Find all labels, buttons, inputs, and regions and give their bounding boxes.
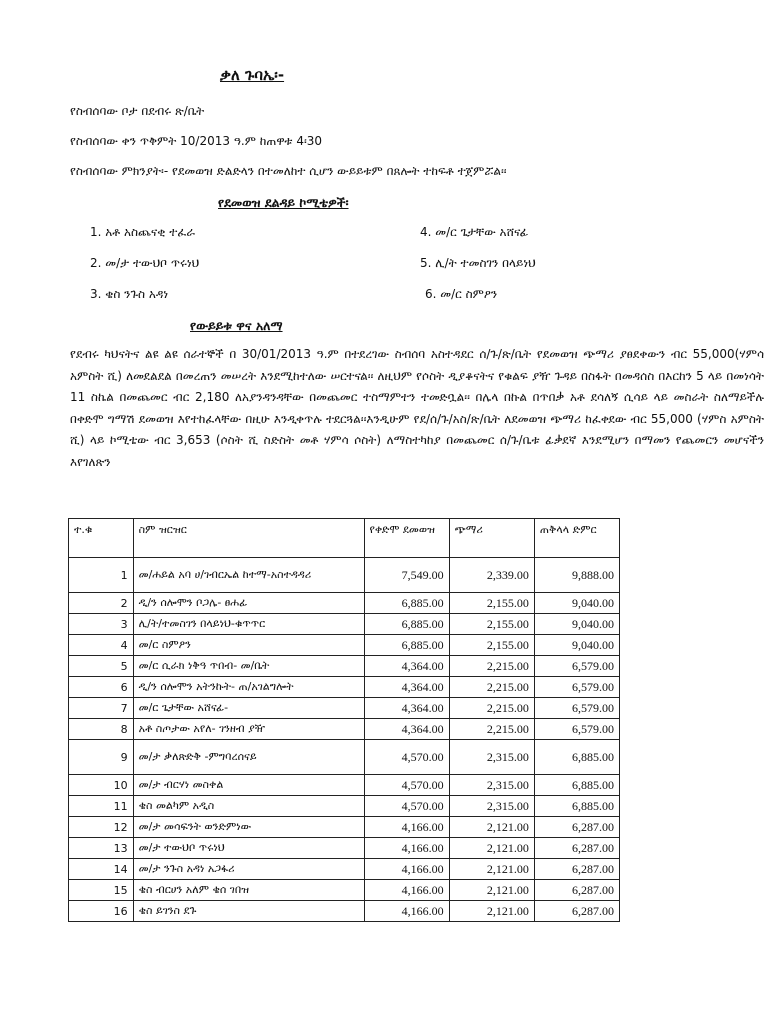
header-raise: ጭማሪ — [449, 519, 534, 558]
table-row — [69, 558, 620, 593]
meeting-purpose: የስብሰባው ምክንያት፡- የደመወዝ ድልድላን በተመለከተ ሲሆን ውይይቱም በጸሎት ተከፍቶ ተጀምሯል፡፡ — [70, 164, 507, 178]
row-name: ሊ/ት/ተመስገን በላይነህ-ቁጥጥር — [133, 614, 364, 635]
row-previous-salary: 4,570.00 — [364, 796, 449, 817]
table-row — [69, 901, 620, 922]
committee-member: 1. አቶ አስጨናቂ ተፈራ — [90, 225, 196, 239]
row-raise: 2,121.00 — [449, 901, 534, 922]
header-name: ስም ዝርዝር — [133, 519, 364, 558]
row-name: ቄስ መልካም አዲስ — [133, 796, 364, 817]
meeting-place: የስብሰባው ቦታ በደብሩ ጽ/ቤት — [70, 104, 205, 118]
row-previous-salary: 4,166.00 — [364, 859, 449, 880]
row-raise: 2,121.00 — [449, 880, 534, 901]
row-previous-salary: 4,364.00 — [364, 698, 449, 719]
row-no: 16 — [69, 901, 134, 922]
row-raise: 2,315.00 — [449, 740, 534, 775]
row-previous-salary: 4,166.00 — [364, 880, 449, 901]
row-no: 6 — [69, 677, 134, 698]
row-raise: 2,155.00 — [449, 593, 534, 614]
table-row — [69, 635, 620, 656]
row-name: መ/ታ ንጉስ አዳነ አጋፋሪ — [133, 859, 364, 880]
table-row — [69, 740, 620, 775]
row-name: መ/ታ ተውህቦ ጥሩነህ — [133, 838, 364, 859]
table-row — [69, 775, 620, 796]
row-raise: 2,215.00 — [449, 698, 534, 719]
row-previous-salary: 6,885.00 — [364, 614, 449, 635]
row-no: 4 — [69, 635, 134, 656]
row-total: 9,888.00 — [534, 558, 619, 593]
row-raise: 2,315.00 — [449, 775, 534, 796]
row-previous-salary: 6,885.00 — [364, 635, 449, 656]
row-no: 12 — [69, 817, 134, 838]
row-total: 6,287.00 — [534, 817, 619, 838]
table-row — [69, 796, 620, 817]
row-no: 14 — [69, 859, 134, 880]
row-no: 13 — [69, 838, 134, 859]
row-no: 8 — [69, 719, 134, 740]
table-row — [69, 838, 620, 859]
discussion-heading: የውይይቱ ዋና አለማ — [190, 318, 283, 333]
row-total: 6,287.00 — [534, 901, 619, 922]
discussion-paragraph: የደብሩ ካህናትና ልዩ ልዩ ሰራተኞች በ 30/01/2013 ዓ.ም በተደረገው ስብሰባ አስተዳደር ሰ/ጉ/ጽ/ቤት የደመወዝ ጭማሪ ያፀደቀውን ብር 55,000(ሃምሳ አምስት ሺ) ለመደልደል በመረጠን መሠረት እንደሚከተለው ሠርተናል፡፡ ለዚህም የሶስት ዲያቆናትና የቁልፍ ያዥ ጉዳይ በስፋት በመዳሰስ በእርከን 5 ላይ በመነሳት 11 ስኬል በመጨመር ብር 2,180 ለአያንዳንዳቸው በመጨመር ተስማምተን ተመድቧል፡፡ በሌላ በኩል በጥበቃ አቶ ደሳለኝ ሲሳይ ላይ መስራት ስለማይችሉ በቀድሞ ግማሽ ደመወዝ እየተከፈላቸው በዚሁ እንዲቀጥሉ ተደርጓል፡፡እንዲሁም የደ/ሰ/ጉ/አስ/ጽ/ቤት ለደመወዝ ጭማሪ ከፈቀደው ብር 55,000 (ሃምስ አምስት ሺ) ላይ ኮሚቴው ብር 3,653 (ሶስት ሺ ስድስት መቶ ሃምሳ ሶስት) ለማስተካከያ በመጨመር ሰ/ጉ/ቤቱ ፊቃደኛ እንደሚሆን በማመን የጨመርን መሆናችን እየገለጽን — [70, 347, 764, 469]
row-no: 7 — [69, 698, 134, 719]
row-name: መ/ታ መሳፍንት ወንድምነው — [133, 817, 364, 838]
row-no: 10 — [69, 775, 134, 796]
row-name: ቄስ ይገንስ ደጉ — [133, 901, 364, 922]
table-row — [69, 719, 620, 740]
table-row — [69, 859, 620, 880]
row-previous-salary: 4,570.00 — [364, 740, 449, 775]
row-name: መ/ሐይል አባ ሀ/ገብርኤል ከተማ-አስተዳዳሪ — [133, 558, 364, 593]
row-no: 1 — [69, 558, 134, 593]
row-no: 3 — [69, 614, 134, 635]
row-total: 9,040.00 — [534, 614, 619, 635]
row-total: 6,885.00 — [534, 775, 619, 796]
row-name: ዲ/ን ሰሎሞን አትንኩት- ጠ/አገልግሎት — [133, 677, 364, 698]
row-total: 6,579.00 — [534, 719, 619, 740]
row-raise: 2,121.00 — [449, 838, 534, 859]
row-total: 9,040.00 — [534, 593, 619, 614]
row-total: 6,287.00 — [534, 838, 619, 859]
table-row — [69, 614, 620, 635]
row-raise: 2,121.00 — [449, 859, 534, 880]
committee-member: 4. መ/ር ጌታቸው አሸናፊ — [420, 225, 529, 239]
table-row — [69, 656, 620, 677]
committee-member: 3. ቄስ ንጉስ አዳነ — [90, 287, 169, 301]
row-previous-salary: 4,166.00 — [364, 838, 449, 859]
row-previous-salary: 4,166.00 — [364, 901, 449, 922]
header-total: ጠቅላላ ድምር — [534, 519, 619, 558]
row-no: 9 — [69, 740, 134, 775]
row-previous-salary: 4,166.00 — [364, 817, 449, 838]
row-name: ቄስ ብርሀን አለም ቄሰ ገበዝ — [133, 880, 364, 901]
row-raise: 2,215.00 — [449, 677, 534, 698]
table-header-row — [69, 519, 620, 558]
row-name: መ/ር ጌታቸው አሸናፊ- — [133, 698, 364, 719]
row-name: መ/ታ ብርሃነ መስቀል — [133, 775, 364, 796]
table-row — [69, 593, 620, 614]
committee-member: 2. መ/ታ ተውህቦ ጥሩነህ — [90, 256, 200, 270]
row-name: አቶ ስጦታው አየለ- ገንዘብ ያዥ — [133, 719, 364, 740]
row-total: 6,579.00 — [534, 698, 619, 719]
row-name: መ/ር ስምዖን — [133, 635, 364, 656]
row-total: 6,885.00 — [534, 740, 619, 775]
document-title: ቃለ ጉባኤ፡- — [220, 66, 285, 84]
table-row — [69, 677, 620, 698]
row-total: 6,579.00 — [534, 656, 619, 677]
meeting-date: የስብሰባው ቀን ጥቅምት 10/2013 ዓ.ም ከጠዋቱ 4፡30 — [70, 134, 323, 148]
committee-member: 5. ሊ/ት ተመስገን በላይነህ — [420, 256, 536, 270]
row-raise: 2,215.00 — [449, 656, 534, 677]
row-previous-salary: 6,885.00 — [364, 593, 449, 614]
salary-table — [68, 518, 620, 922]
table-row — [69, 817, 620, 838]
row-raise: 2,155.00 — [449, 614, 534, 635]
row-total: 6,579.00 — [534, 677, 619, 698]
row-name: መ/ታ ቃለጽድቅ -ምግባረሰናይ — [133, 740, 364, 775]
header-previous-salary: የቀድሞ ደመወዝ — [364, 519, 449, 558]
row-raise: 2,315.00 — [449, 796, 534, 817]
row-previous-salary: 7,549.00 — [364, 558, 449, 593]
row-previous-salary: 4,570.00 — [364, 775, 449, 796]
row-no: 15 — [69, 880, 134, 901]
row-previous-salary: 4,364.00 — [364, 677, 449, 698]
row-total: 9,040.00 — [534, 635, 619, 656]
row-raise: 2,155.00 — [449, 635, 534, 656]
row-total: 6,287.00 — [534, 859, 619, 880]
row-no: 2 — [69, 593, 134, 614]
row-raise: 2,121.00 — [449, 817, 534, 838]
table-row — [69, 698, 620, 719]
row-previous-salary: 4,364.00 — [364, 719, 449, 740]
row-no: 5 — [69, 656, 134, 677]
row-previous-salary: 4,364.00 — [364, 656, 449, 677]
row-total: 6,287.00 — [534, 880, 619, 901]
header-no: ተ.ቁ — [69, 519, 134, 558]
committee-member: 6. መ/ር ስምዖን — [425, 287, 498, 301]
committee-heading: የደመወዝ ደልዳይ ኮሚቴዎች፡ — [218, 195, 349, 210]
row-name: ዲ/ን ሰሎሞን ቦጋሌ- ፀሐፊ — [133, 593, 364, 614]
row-no: 11 — [69, 796, 134, 817]
row-raise: 2,339.00 — [449, 558, 534, 593]
row-total: 6,885.00 — [534, 796, 619, 817]
row-raise: 2,215.00 — [449, 719, 534, 740]
table-row — [69, 880, 620, 901]
row-name: መ/ር ሲራክ ነቅዓ ጥበብ- መ/ቤት — [133, 656, 364, 677]
